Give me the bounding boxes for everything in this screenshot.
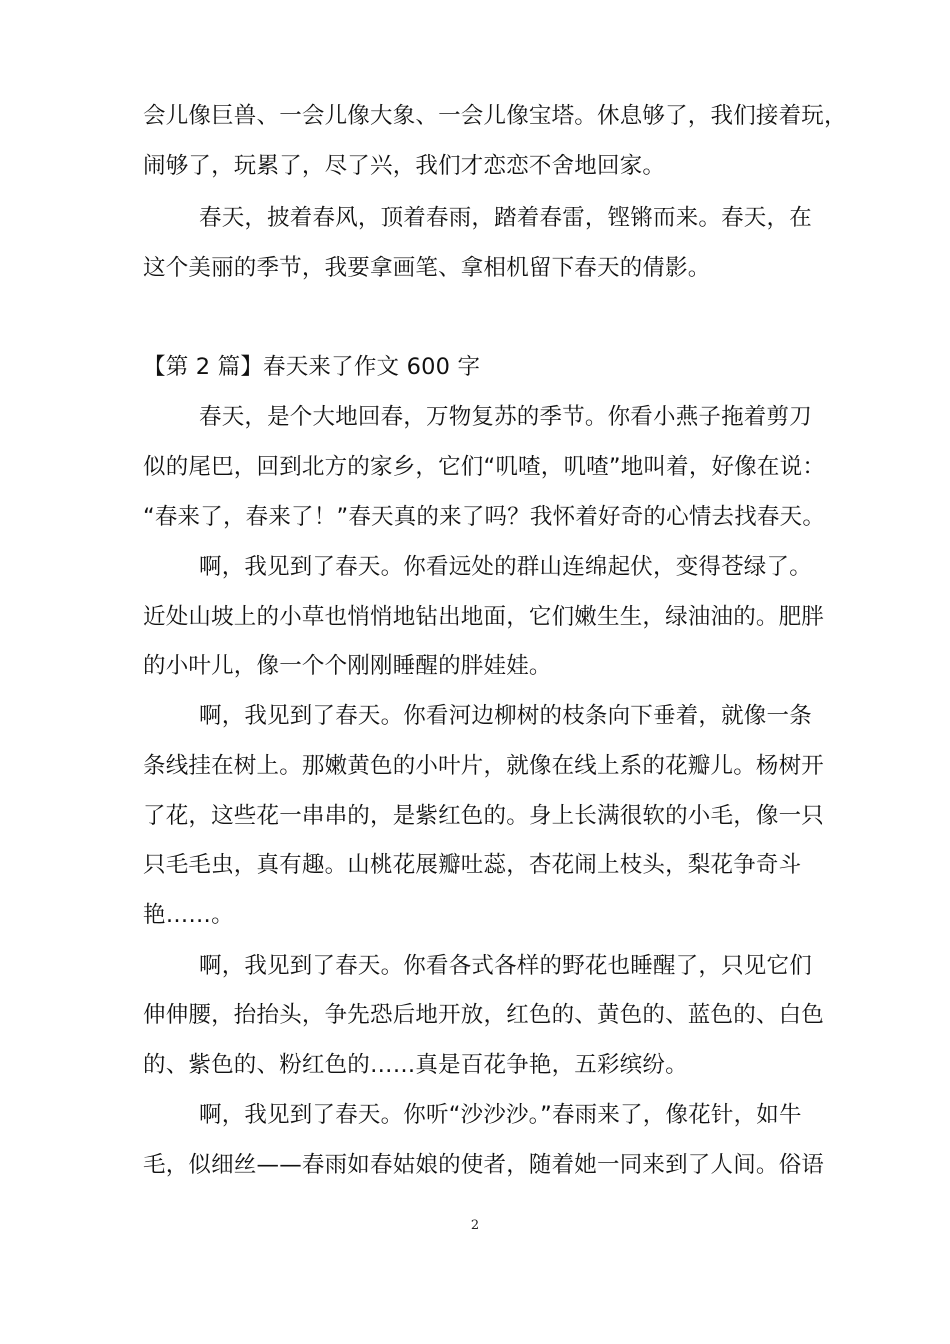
text-line: 毛，似细丝——春雨如春姑娘的使者，随着她一同来到了人间。俗语 xyxy=(143,1152,825,1178)
page-number: 2 xyxy=(470,1218,480,1233)
text-line: 了花，这些花一串串的，是紫红色的。身上长满很软的小毛，像一只 xyxy=(143,803,825,829)
text-line: “春来了，春来了！”春天真的来了吗？我怀着好奇的心情去找春天。 xyxy=(143,504,826,530)
text-line: 会儿像巨兽、一会儿像大象、一会儿像宝塔。休息够了，我们接着玩， xyxy=(143,103,847,129)
text-line: 艳……。 xyxy=(143,902,234,928)
text-line: 条线挂在树上。那嫩黄色的小叶片，就像在线上系的花瓣儿。杨树开 xyxy=(143,753,825,779)
text-line: 春天，披着春风，顶着春雨，踏着春雷，铿锵而来。春天，在 xyxy=(199,205,812,231)
text-line: 啊，我见到了春天。你看河边柳树的枝条向下垂着，就像一条 xyxy=(199,703,812,729)
text-line: 的小叶儿，像一个个刚刚睡醒的胖娃娃。 xyxy=(143,653,552,679)
text-line: 这个美丽的季节，我要拿画笔、拿相机留下春天的倩影。 xyxy=(143,255,711,281)
text-line: 啊，我见到了春天。你看远处的群山连绵起伏，变得苍绿了。 xyxy=(199,554,812,580)
text-line: 伸伸腰，抬抬头，争先恐后地开放，红色的、黄色的、蓝色的、白色 xyxy=(143,1002,825,1028)
text-line: 似的尾巴，回到北方的家乡，它们“叽喳，叽喳”地叫着，好像在说： xyxy=(143,454,826,480)
text-line: 啊，我见到了春天。你听“沙沙沙。”春雨来了，像花针，如牛 xyxy=(199,1102,802,1128)
text-line: 啊，我见到了春天。你看各式各样的野花也睡醒了，只见它们 xyxy=(199,953,812,979)
text-line: 闹够了，玩累了，尽了兴，我们才恋恋不舍地回家。 xyxy=(143,153,666,179)
text-line: 的、紫色的、粉红色的……真是百花争艳，五彩缤纷。 xyxy=(143,1052,688,1078)
text-line: 只毛毛虫，真有趣。山桃花展瓣吐蕊，杏花闹上枝头，梨花争奇斗 xyxy=(143,852,802,878)
section-heading: 【第 2 篇】春天来了作文 600 字 xyxy=(143,354,481,380)
text-line: 近处山坡上的小草也悄悄地钻出地面，它们嫩生生，绿油油的。肥胖 xyxy=(143,604,825,630)
text-line: 春天，是个大地回春，万物复苏的季节。你看小燕子拖着剪刀 xyxy=(199,404,812,430)
